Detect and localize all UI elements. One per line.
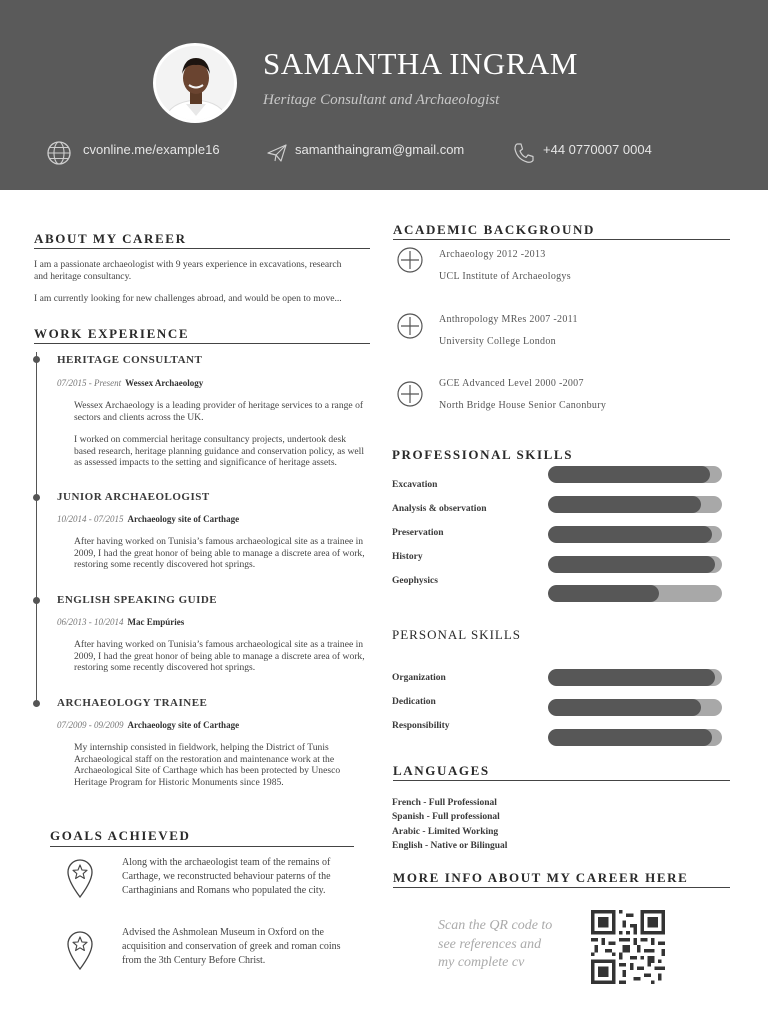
- academic-school: North Bridge House Senior Canonbury: [439, 400, 607, 411]
- job-meta: [57, 617, 184, 627]
- phone-contact[interactable]: [512, 140, 712, 168]
- job-title: ARCHAEOLOGY TRAINEE: [57, 697, 208, 709]
- map-pin-star-icon: [64, 929, 96, 971]
- goal-text: Advised the Ashmolean Museum in Oxford on the acquisition and conservation of greek and roman coins from the 3th Century Before Christ.: [122, 927, 341, 966]
- skill-bar-fill: [548, 699, 701, 716]
- skill-label: Geophysics: [392, 576, 438, 586]
- language-item: Spanish - Full professional: [392, 812, 500, 822]
- website-link[interactable]: cvonline.me/example16: [83, 142, 220, 157]
- timeline-dot: [33, 597, 40, 604]
- academic-school: UCL Institute of Archaeologys: [439, 271, 571, 282]
- professional-skills-title: PROFESSIONAL SKILLS: [392, 447, 574, 462]
- plus-circle-icon: [397, 247, 423, 273]
- skill-label: Preservation: [392, 528, 444, 538]
- more-info-title: MORE INFO ABOUT MY CAREER HERE: [393, 870, 689, 885]
- timeline-dot: [33, 700, 40, 707]
- job-dates: 06/2013 - 10/2014: [57, 617, 124, 627]
- phone-number[interactable]: +44 0770007 0004: [543, 142, 652, 157]
- language-item: English - Native or Bilingual: [392, 841, 508, 851]
- job-description: My internship consisted in fieldwork, helping the District of Tunis Archaeological staff on the restoration and maintenance work at the Archaeological Site of Carthage which has been protected by Unesco Heritage Program for Historic Monuments since 1985.: [74, 742, 341, 788]
- about-rule: [34, 248, 370, 249]
- skill-label: History: [392, 552, 423, 562]
- phone-icon: [512, 141, 536, 165]
- job-meta: [57, 720, 239, 730]
- email-link[interactable]: samanthaingram@gmail.com: [295, 142, 465, 157]
- job-title: HERITAGE CONSULTANT: [57, 354, 203, 366]
- job-description: Wessex Archaeology is a leading provider of heritage services to a range of sectors and clients across the UK.: [74, 400, 364, 423]
- job-company: Mac Empúries: [127, 617, 185, 627]
- skill-bar-fill: [548, 496, 701, 513]
- job-company: Wessex Archaeology: [125, 378, 204, 388]
- skill-bar: [548, 669, 722, 686]
- skill-label: Analysis & observation: [392, 504, 487, 514]
- about-paragraph-2: I am currently looking for new challenges abroad, and would be open to move...: [34, 293, 342, 304]
- job-dates: 10/2014 - 07/2015: [57, 514, 124, 524]
- candidate-subtitle: Heritage Consultant and Archaeologist: [263, 92, 500, 108]
- language-item: French - Full Professional: [392, 798, 497, 808]
- goals-rule: [50, 846, 354, 847]
- skill-bar: [548, 729, 722, 746]
- globe-icon: [46, 140, 72, 166]
- skill-bar: [548, 556, 722, 573]
- plus-circle-icon: [397, 381, 423, 407]
- languages-rule: [393, 780, 730, 781]
- job-meta: [57, 378, 203, 388]
- timeline-dot: [33, 356, 40, 363]
- languages-title: LANGUAGES: [393, 763, 490, 778]
- skill-label: Responsibility: [392, 721, 450, 731]
- skill-label: Excavation: [392, 480, 438, 490]
- qr-caption-line: my complete cv: [438, 955, 525, 970]
- skill-bar: [548, 585, 722, 602]
- skill-bar-fill: [548, 556, 715, 573]
- qr-code[interactable]: [589, 910, 667, 984]
- job-description: After having worked on Tunisia’s famous archaeological site as a trainee in 2009, I had the great honor of being able to manage a discrete area of work, restoring some recently discovered hot springs.: [74, 639, 365, 673]
- website-contact[interactable]: [46, 140, 246, 168]
- about-paragraph-1: I am a passionate archaeologist with 9 years experience in excavations, research and heritage consultancy.: [34, 259, 342, 282]
- goal-text: Along with the archaeologist team of the remains of Carthage, we reconstructed behaviour paterns of the Carthaginians and Romans who populated the city.: [122, 857, 331, 896]
- job-meta: [57, 514, 239, 524]
- header-banner: [0, 0, 768, 190]
- skill-bar-fill: [548, 729, 712, 746]
- skill-bar: [548, 496, 722, 513]
- academic-degree: Anthropology MRes 2007 -2011: [439, 314, 578, 325]
- qr-caption-line: Scan the QR code to: [438, 918, 553, 933]
- skill-bar-fill: [548, 526, 712, 543]
- skill-bar-fill: [548, 669, 715, 686]
- email-contact[interactable]: [266, 140, 496, 168]
- skill-bar-fill: [548, 466, 710, 483]
- more-info-rule: [393, 887, 730, 888]
- plus-circle-icon: [397, 313, 423, 339]
- academic-degree: GCE Advanced Level 2000 -2007: [439, 378, 584, 389]
- job-dates: 07/2015 - Present: [57, 378, 122, 388]
- skill-label: Dedication: [392, 697, 436, 707]
- timeline-line: [36, 352, 37, 706]
- academic-title: ACADEMIC BACKGROUND: [393, 222, 595, 237]
- skill-bar: [548, 699, 722, 716]
- academic-rule: [393, 239, 730, 240]
- job-dates: 07/2009 - 09/2009: [57, 720, 124, 730]
- job-description: After having worked on Tunisia’s famous archaeological site as a trainee in 2009, I had the great honor of being able to manage a discrete area of work, restoring some recently discovered hot springs.: [74, 536, 365, 570]
- map-pin-star-icon: [64, 857, 96, 899]
- personal-skills-title: PERSONAL SKILLS: [392, 627, 522, 642]
- job-company: Archaeology site of Carthage: [127, 720, 240, 730]
- skill-bar-fill: [548, 585, 659, 602]
- goals-title: GOALS ACHIEVED: [50, 828, 191, 843]
- work-rule: [34, 343, 370, 344]
- timeline-dot: [33, 494, 40, 501]
- about-title: ABOUT MY CAREER: [34, 231, 187, 246]
- job-company: Archaeology site of Carthage: [127, 514, 240, 524]
- job-title: JUNIOR ARCHAEOLOGIST: [57, 491, 210, 503]
- skill-bar: [548, 526, 722, 543]
- skill-label: Organization: [392, 673, 446, 683]
- job-title: ENGLISH SPEAKING GUIDE: [57, 594, 218, 606]
- skill-bar: [548, 466, 722, 483]
- language-item: Arabic - Limited Working: [392, 827, 499, 837]
- qr-caption-line: see references and: [438, 936, 542, 952]
- profile-photo: [153, 43, 237, 123]
- academic-school: University College London: [439, 336, 556, 347]
- paper-plane-icon: [266, 142, 288, 164]
- work-title: WORK EXPERIENCE: [34, 326, 190, 341]
- candidate-name: SAMANTHA INGRAM: [263, 46, 578, 81]
- academic-degree: Archaeology 2012 -2013: [439, 249, 546, 260]
- qr-caption: [438, 917, 578, 973]
- job-description: I worked on commercial heritage consultancy projects, undertook desk based research, heritage planning guidance and conservation policy, as well as assessed impacts to the setting and significance of heritage assets.: [74, 434, 365, 468]
